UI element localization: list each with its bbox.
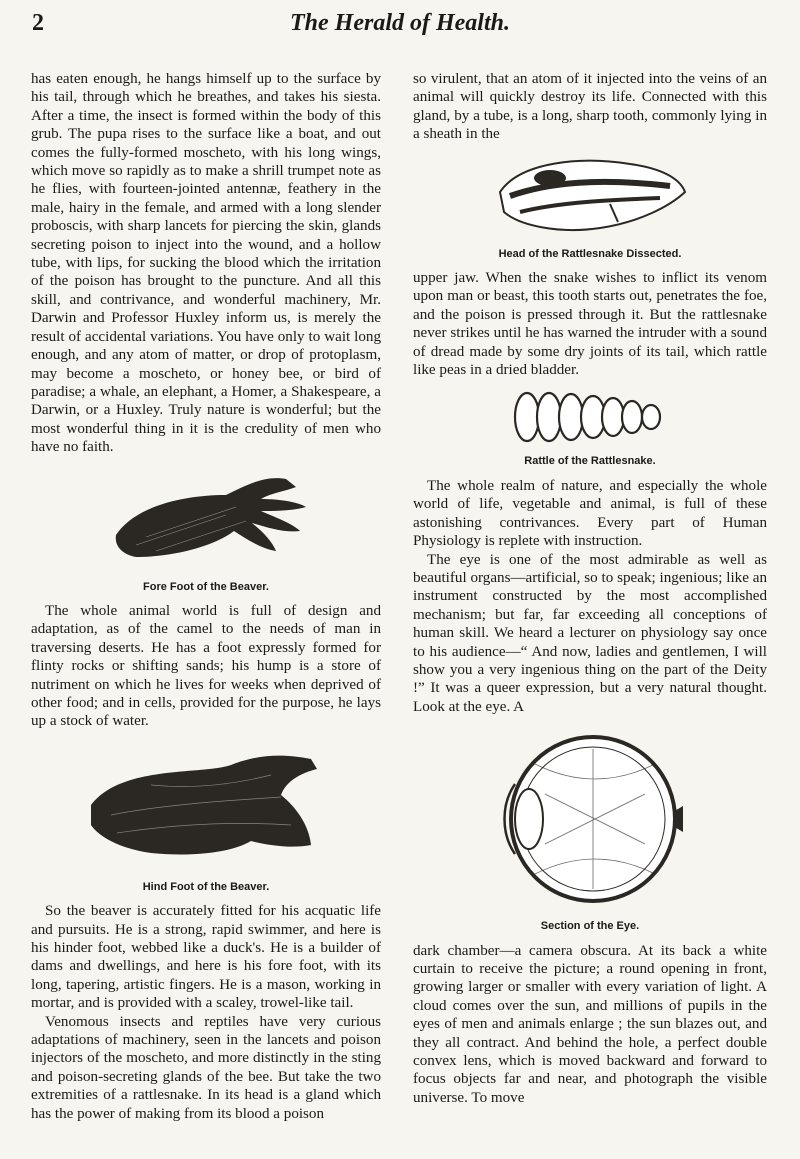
left-paragraph-4: Venomous insects and reptiles have very curious adaptations of machinery, seen in the lancets and poison injectors of the moscheto, and more distinctly in the sting and poison-secreting glands of the bee. But take the two extremities of a rattlesnake. In its head is a gland which has the power of making from its blood a poison: [31, 1013, 381, 1122]
left-paragraph-2: The whole animal world is full of design and adaptation, as of the camel to the needs of man in traversing deserts. He has a foot expressly formed for flinty rocks or shifting sands; his hump is a store of nutriment on which he lives for weeks when deprived of other food; and in cells, provided for the purpose, he lays up a stock of water.: [31, 602, 381, 730]
right-paragraph-1: so virulent, that an atom of it injected into the veins of an animal will quickly destroy its life. Connected with this gland, by a tube, is a long, sharp tooth, commonly lying in a sheath in the: [413, 71, 767, 143]
page-header: [30, 10, 770, 46]
eye-section-caption: Section of the Eye.: [540, 920, 640, 933]
beaver-hind-foot-illustration: [81, 745, 331, 875]
right-paragraph-4: The eye is one of the most admirable as well as beautiful organs—artificial, so to speak; ingenious; like an instrument constructed by the most accomplished mechanism; but far, far exceeding all conceptions of human skill. We heard a lecturer on physiology say once to his audience—“ And now, ladies and gentlemen, I will show you a very ingenious thing on the part of the Deity !” It was a queer expression, but a very natural thought. Look at the eye. A: [413, 551, 767, 715]
right-paragraph-2: upper jaw. When the snake wishes to inflict its venom upon man or beast, this tooth starts out, penetrates the foe, and the poison is pressed through it. But the rattlesnake never strikes until he has warned the intruder with a sound of dread made by some dry joints of its tail, which rattle like peas in a dried bladder.: [413, 270, 767, 379]
fore-foot-figure: [31, 465, 381, 596]
rattlesnake-head-figure: [413, 152, 767, 263]
beaver-fore-foot-illustration: [96, 465, 316, 575]
fore-foot-caption: Fore Foot of the Beaver.: [143, 580, 269, 593]
running-title: The Herald of Health.: [290, 10, 510, 36]
rattle-illustration: [505, 387, 675, 449]
right-paragraph-5: dark chamber—a camera obscura. At its back a white curtain to receive the picture; a round opening in front, growing larger or smaller with every variation of light. A cloud comes over the sun, and millions of pupils in the eyes of men and animals enlarge ; the sun blazes out, and they all contract. And behind the hole, a perfect double convex lens, which is moved backward and forward to focus objects far and near, and photograph the visible universe. To move: [413, 942, 767, 1106]
rattlesnake-head-caption: Head of the Rattlesnake Dissected.: [498, 247, 682, 260]
left-paragraph-3: So the beaver is accurately fitted for his acquatic life and pursuits. He is a strong, rapid swimmer, and here is his hinder foot, webbed like a duck's. He is a builder of dams and dwellings, and here is his fore foot, with its long, tapering, artistic fingers. He is a mason, working in mortar, and is provided with a scaley, trowel-like tail.: [31, 903, 381, 1012]
rattle-caption: Rattle of the Rattlesnake.: [524, 455, 656, 468]
rattle-figure: [413, 387, 767, 470]
rattlesnake-head-illustration: [490, 152, 690, 242]
right-column: [413, 70, 767, 1107]
eye-section-illustration: [495, 724, 685, 914]
right-paragraph-3: The whole realm of nature, and especially the whole world of life, vegetable and animal, is full of these astonishing contrivances. Every part of Human Physiology is replete with instruction.: [413, 477, 767, 550]
left-column: [31, 70, 381, 1123]
page-number: 2: [32, 10, 44, 36]
hind-foot-caption: Hind Foot of the Beaver.: [142, 880, 270, 893]
eye-section-figure: [413, 724, 767, 935]
left-paragraph-1: has eaten enough, he hangs himself up to the surface by his tail, through which he breathes, and takes his siesta. After a time, the insect is formed within the body of this grub. The pupa rises to the surface like a boat, and out comes the fully-formed moscheto, with his long wings, which move so rapidly as to make a shrill trumpet note as he flies, with fourteen-jointed antennæ, feathery in the male, hairy in the female, and armed with a long slender proboscis, with sharp lancets for piercing the skin, glands secreting poison to inject into the wound, and a hollow tube, with lips, for sucking the blood which the irritation of the poison has brought to the puncture. And all this skill, and contrivance, and wonderful machinery, Mr. Darwin and Professor Huxley inform us, is merely the result of accidental variations. You have only to wait long enough, and any atom of matter, or drop of protoplasm, may become a moscheto, or honey bee, or bird of paradise; a whale, an elephant, a Homer, a Shakespeare, a Darwin, or a Huxley. Truly nature is wonderful; but the most wonderful thing in it is the credulity of men who have no faith.: [31, 71, 381, 456]
hind-foot-figure: [31, 745, 381, 896]
